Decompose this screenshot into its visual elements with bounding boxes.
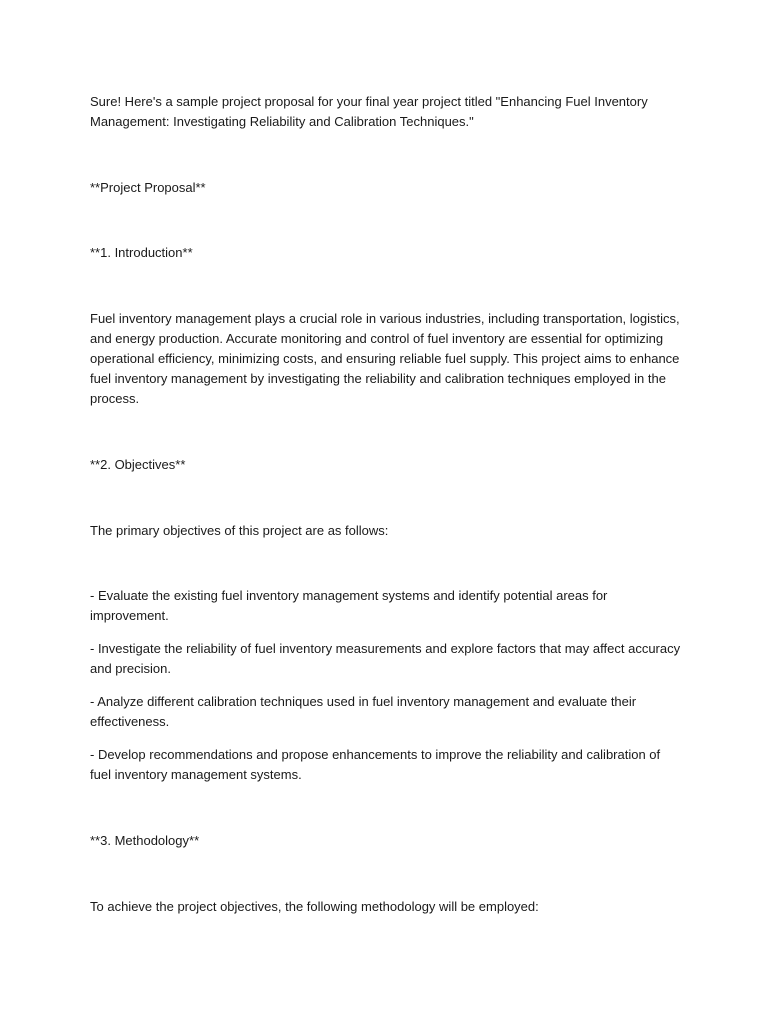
objectives-lead-paragraph: The primary objectives of this project are as follows: [90, 523, 389, 538]
objective-item: - Develop recommendations and propose enhancements to improve the reliability and calibration of fuel inventory management systems. [90, 747, 661, 782]
introduction-paragraph: Fuel inventory management plays a crucial role in various industries, including transportation, logistics, and energy production. Accurate monitoring and control of fuel inventory are essential for optimizing operational efficiency, minimizing costs, and ensuring reliable fuel supply. This project aims to enhance fuel inventory management by investigating the reliability and calibration techniques employed in the process. [90, 311, 680, 406]
objective-item: - Analyze different calibration techniques used in fuel inventory management and evaluate their effectiveness. [90, 694, 637, 729]
intro-paragraph: Sure! Here's a sample project proposal for your final year project titled "Enhancing Fuel Inventory Management: Investigating Reliability and Calibration Techniques." [90, 94, 648, 129]
section-heading-methodology: **3. Methodology** [90, 833, 200, 848]
objective-item: - Evaluate the existing fuel inventory management systems and identify potential areas for improvement. [90, 588, 608, 623]
objective-item: - Investigate the reliability of fuel inventory measurements and explore factors that may affect accuracy and precision. [90, 641, 681, 676]
section-heading-objectives: **2. Objectives** [90, 457, 186, 472]
methodology-lead-paragraph: To achieve the project objectives, the following methodology will be employed: [90, 899, 539, 914]
proposal-heading: **Project Proposal** [90, 180, 206, 195]
section-heading-introduction: **1. Introduction** [90, 245, 193, 260]
